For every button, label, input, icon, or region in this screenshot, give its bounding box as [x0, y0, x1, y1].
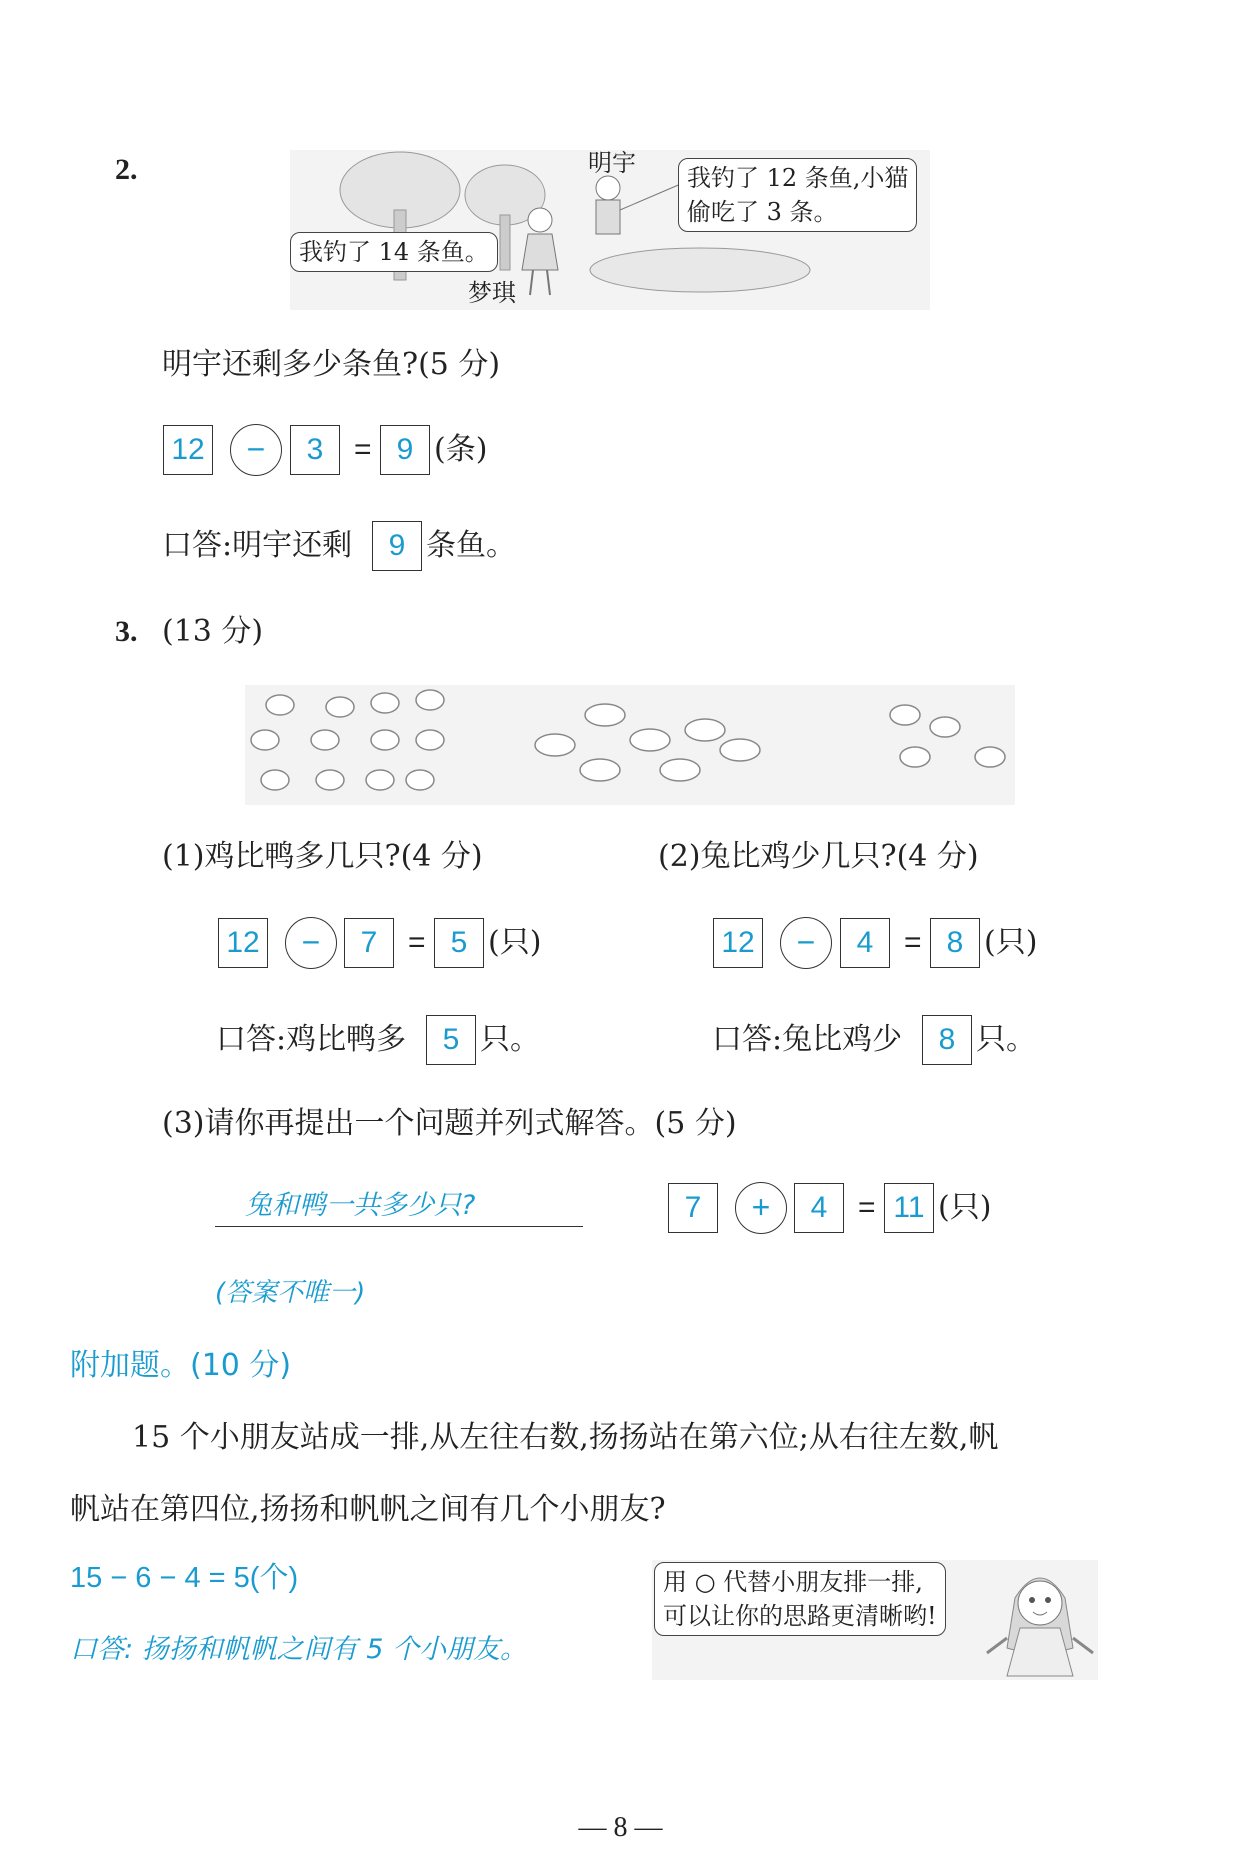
eq-box-result: 8 — [930, 918, 980, 968]
eq-operator: − — [780, 917, 832, 969]
question-2-number: 2. — [115, 153, 138, 186]
bonus-text-line2: 帆站在第四位,扬扬和帆帆之间有几个小朋友? — [70, 1492, 666, 1527]
speech-bubble-mengqi: 我钓了 14 条鱼。 — [290, 232, 498, 272]
ducks-icon — [535, 704, 760, 781]
eq-operator: + — [735, 1182, 787, 1234]
speech-mingyu-line1: 我钓了 12 条鱼,小猫 — [687, 164, 909, 192]
question-2-text: 明宇还剩多少条鱼?(5 分) — [162, 347, 501, 382]
question-3-part-1: (1)鸡比鸭多几只?(4 分) — [162, 839, 483, 874]
answer-box: 5 — [426, 1015, 476, 1065]
eq-unit: (只) — [488, 925, 542, 960]
answer-prefix: 口答:兔比鸡少 — [712, 1022, 903, 1057]
eq-unit: (只) — [984, 925, 1038, 960]
question-3-part-3: (3)请你再提出一个问题并列式解答。(5 分) — [162, 1106, 737, 1141]
answer-prefix: 口答:鸡比鸭多 — [216, 1022, 407, 1057]
animals-icon — [245, 685, 1015, 805]
eq-box-a: 7 — [668, 1183, 718, 1233]
hint-speech-bubble — [654, 1562, 946, 1636]
animals-illustration — [245, 685, 1015, 805]
chicks-icon — [251, 690, 444, 790]
handwritten-question: 兔和鸭一共多少只? — [245, 1190, 476, 1221]
eq-equals: = — [904, 926, 922, 959]
bonus-title: 附加题。(10 分) — [70, 1348, 292, 1383]
answer-box: 9 — [372, 521, 422, 571]
label-mingyu: 明宇 — [588, 149, 636, 177]
label-mengqi: 梦琪 — [468, 279, 516, 307]
answer-suffix: 只。 — [480, 1022, 540, 1057]
eq-box-b: 4 — [840, 918, 890, 968]
answer-box: 8 — [922, 1015, 972, 1065]
girl-character-icon — [985, 1558, 1095, 1684]
eq-box-b: 7 — [344, 918, 394, 968]
eq-equals: = — [408, 926, 426, 959]
eq-box-b: 3 — [290, 425, 340, 475]
eq-box-a: 12 — [163, 425, 213, 475]
eq-box-result: 5 — [434, 918, 484, 968]
hint-line1: 用 ○ 代替小朋友排一排, — [663, 1568, 923, 1596]
eq-box-result: 11 — [884, 1183, 934, 1233]
question-3-part-2: (2)兔比鸡少几只?(4 分) — [658, 839, 979, 874]
rabbits-icon — [890, 705, 1005, 767]
eq-box-a: 12 — [713, 918, 763, 968]
question-3-points: (13 分) — [162, 614, 264, 649]
speech-mingyu-line2: 偷吃了 3 条。 — [687, 198, 838, 226]
answer-underline — [215, 1226, 583, 1227]
answer-not-unique-note: (答案不唯一) — [215, 1278, 366, 1308]
answer-suffix: 条鱼。 — [426, 528, 516, 563]
eq-box-a: 12 — [218, 918, 268, 968]
bonus-answer: 口答: 扬扬和帆帆之间有 5 个小朋友。 — [70, 1634, 528, 1665]
speech-bubble-mingyu — [678, 158, 917, 232]
eq-box-b: 4 — [794, 1183, 844, 1233]
answer-prefix: 口答:明宇还剩 — [162, 528, 353, 563]
eq-operator: − — [285, 917, 337, 969]
hint-line2: 可以让你的思路更清晰哟! — [663, 1602, 937, 1630]
eq-equals: = — [858, 1191, 876, 1224]
eq-equals: = — [354, 433, 372, 466]
question-3-number: 3. — [115, 615, 138, 648]
eq-operator: − — [230, 424, 282, 476]
bonus-text-line1: 15 个小朋友站成一排,从左往右数,扬扬站在第六位;从右往左数,帆 — [132, 1420, 999, 1455]
answer-suffix: 只。 — [976, 1022, 1036, 1057]
eq-unit: (只) — [938, 1190, 992, 1225]
bonus-solution: 15 − 6 − 4 = 5(个) — [70, 1562, 299, 1594]
eq-unit: (条) — [434, 432, 488, 467]
page-number: — 8 — — [578, 1812, 663, 1843]
eq-box-result: 9 — [380, 425, 430, 475]
